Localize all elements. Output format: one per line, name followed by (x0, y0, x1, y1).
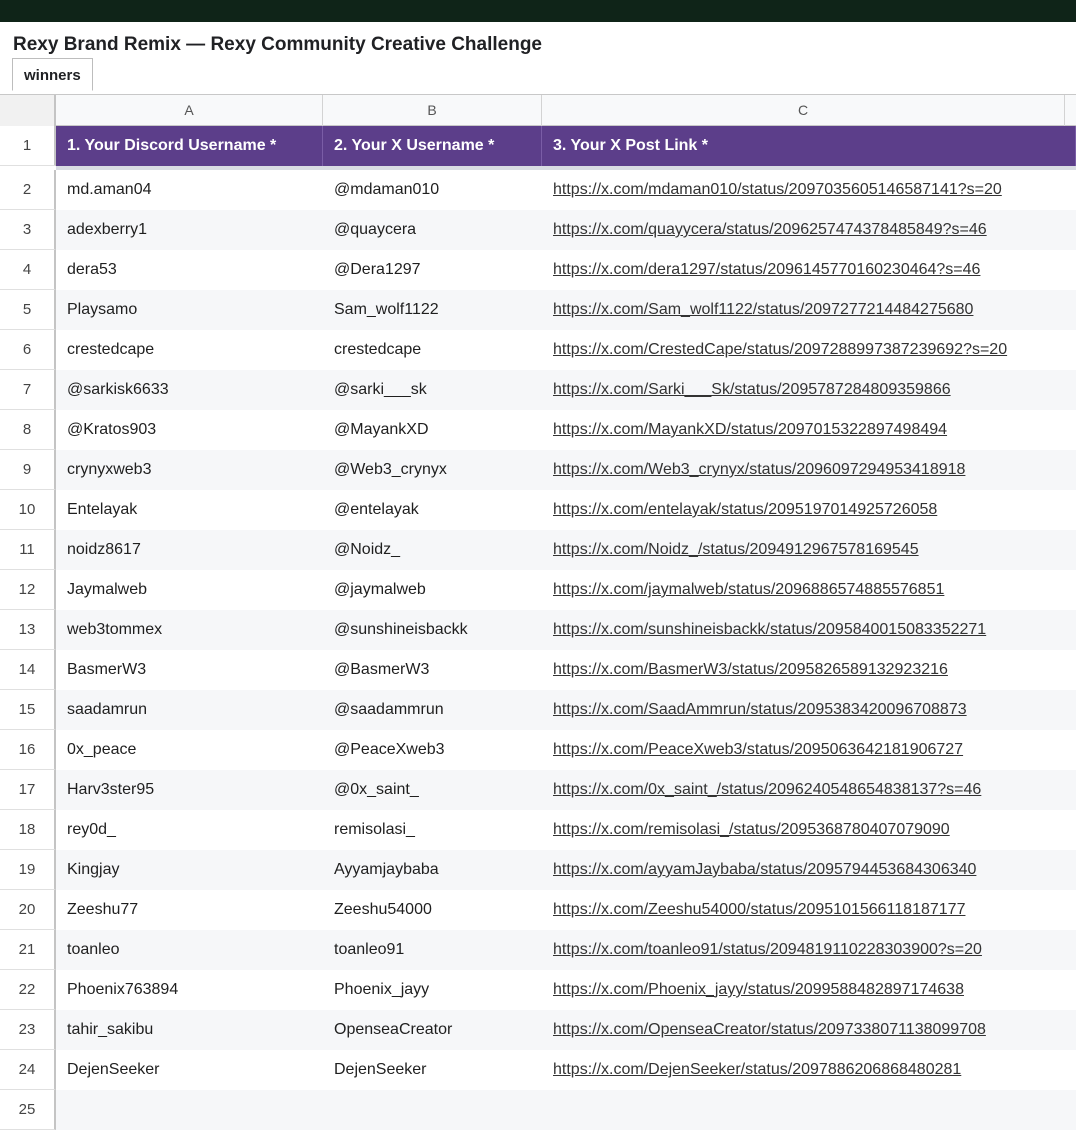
spreadsheet-title: Rexy Brand Remix — Rexy Community Creative Challenge (13, 34, 543, 55)
post-link[interactable]: https://x.com/Sarki___Sk/status/2095787284809359866 (553, 381, 951, 398)
post-link[interactable]: https://x.com/Web3_crynyx/status/2096097294953418918 (553, 461, 966, 478)
row-number[interactable]: 18 (0, 810, 56, 850)
cell-discord-username[interactable]: web3tommex (56, 610, 323, 650)
cell-discord-username[interactable]: adexberry1 (56, 210, 323, 250)
cell-discord-username[interactable]: tahir_sakibu (56, 1010, 323, 1050)
table-row (0, 530, 1076, 570)
cell-discord-username[interactable]: md.aman04 (56, 170, 323, 210)
cell-discord-username[interactable]: BasmerW3 (56, 650, 323, 690)
table-row (0, 1090, 1076, 1130)
cell-discord-username[interactable]: crestedcape (56, 330, 323, 370)
table-row (0, 570, 1076, 610)
cell-discord-username[interactable]: toanleo (56, 930, 323, 970)
cell-x-post-link[interactable] (542, 730, 1076, 770)
row-number[interactable]: 19 (0, 850, 56, 890)
cell-x-username[interactable]: @mdaman010 (323, 170, 542, 210)
row-number[interactable]: 21 (0, 930, 56, 970)
cell-x-post-link[interactable] (542, 650, 1076, 690)
table-row (0, 810, 1076, 850)
table-row (0, 410, 1076, 450)
post-link[interactable]: https://x.com/DejenSeeker/status/2097886206868480281 (553, 1061, 962, 1078)
table-row (0, 770, 1076, 810)
cell-x-post-link[interactable] (542, 490, 1076, 530)
table-row (0, 210, 1076, 250)
table-row (0, 890, 1076, 930)
cell-discord-username[interactable]: @sarkisk6633 (56, 370, 323, 410)
table-row (0, 1010, 1076, 1050)
cell-discord-username[interactable]: crynyxweb3 (56, 450, 323, 490)
post-link[interactable]: https://x.com/OpenseaCreator/status/2097338071138099708 (553, 1021, 986, 1038)
post-link[interactable]: https://x.com/remisolasi_/status/2095368780407079090 (553, 821, 950, 838)
post-link[interactable]: https://x.com/BasmerW3/status/2095826589132923216 (553, 661, 948, 678)
column-header-a[interactable]: A (56, 95, 323, 126)
cell-x-post-link[interactable] (542, 290, 1076, 330)
table-row (0, 330, 1076, 370)
cell-x-username[interactable]: toanleo91 (323, 930, 542, 970)
cell-x-post-link[interactable] (542, 810, 1076, 850)
row-number[interactable]: 1 (0, 126, 56, 166)
cell-x-post-link[interactable] (542, 450, 1076, 490)
cell-x-username[interactable]: @Web3_crynyx (323, 450, 542, 490)
row-number[interactable]: 17 (0, 770, 56, 810)
post-link[interactable]: https://x.com/MayankXD/status/2097015322897498494 (553, 421, 948, 438)
row-number[interactable]: 4 (0, 250, 56, 290)
post-link[interactable]: https://x.com/quayycera/status/2096257474378485849?s=46 (553, 221, 987, 238)
cell-x-username[interactable]: OpenseaCreator (323, 1010, 542, 1050)
cell-discord-username[interactable] (56, 1090, 323, 1130)
cell-x-username[interactable]: @saadammrun (323, 690, 542, 730)
cell-x-post-link[interactable] (542, 850, 1076, 890)
table-row (0, 370, 1076, 410)
table-row (0, 930, 1076, 970)
row-number[interactable]: 11 (0, 530, 56, 570)
row-number[interactable]: 9 (0, 450, 56, 490)
cell-x-post-link[interactable] (542, 330, 1076, 370)
table-row (0, 970, 1076, 1010)
post-link[interactable]: https://x.com/ayyamJaybaba/status/2095794453684306340 (553, 861, 977, 878)
cell-x-username[interactable]: DejenSeeker (323, 1050, 542, 1090)
post-link[interactable]: https://x.com/sunshineisbackk/status/2095840015083352271 (553, 621, 987, 638)
cell-discord-username[interactable]: Jaymalweb (56, 570, 323, 610)
cell-x-username[interactable]: @sarki___sk (323, 370, 542, 410)
post-link[interactable]: https://x.com/Zeeshu54000/status/2095101566118187177 (553, 901, 966, 918)
cell-x-post-link[interactable] (542, 1090, 1076, 1130)
cell-discord-username[interactable]: 0x_peace (56, 730, 323, 770)
row-number[interactable]: 10 (0, 490, 56, 530)
table-row (0, 490, 1076, 530)
post-link[interactable]: https://x.com/mdaman010/status/2097035605146587141?s=20 (553, 181, 1002, 198)
cell-x-post-link[interactable] (542, 770, 1076, 810)
cell-x-username[interactable]: @jaymalweb (323, 570, 542, 610)
row-number[interactable]: 2 (0, 170, 56, 210)
cell-x-post-link[interactable] (542, 690, 1076, 730)
post-link[interactable]: https://x.com/toanleo91/status/2094819110228303900?s=20 (553, 941, 982, 958)
row-number[interactable]: 6 (0, 330, 56, 370)
header-cell-x-username[interactable]: 2. Your X Username * (323, 126, 542, 166)
cell-x-username[interactable]: @PeaceXweb3 (323, 730, 542, 770)
cell-x-post-link[interactable] (542, 970, 1076, 1010)
cell-x-username[interactable]: @entelayak (323, 490, 542, 530)
post-link[interactable]: https://x.com/entelayak/status/2095197014925726058 (553, 501, 938, 518)
header-row (0, 126, 1076, 166)
cell-x-username[interactable]: remisolasi_ (323, 810, 542, 850)
cell-x-username[interactable]: Phoenix_jayy (323, 970, 542, 1010)
cell-discord-username[interactable]: DejenSeeker (56, 1050, 323, 1090)
row-number[interactable]: 15 (0, 690, 56, 730)
cell-x-username[interactable]: Sam_wolf1122 (323, 290, 542, 330)
row-number[interactable]: 20 (0, 890, 56, 930)
table-row (0, 290, 1076, 330)
cell-x-username[interactable]: Zeeshu54000 (323, 890, 542, 930)
cell-x-username[interactable]: @sunshineisbackk (323, 610, 542, 650)
cell-x-post-link[interactable] (542, 570, 1076, 610)
post-link[interactable]: https://x.com/Phoenix_jayy/status/2099588482897174638 (553, 981, 964, 998)
cell-discord-username[interactable]: dera53 (56, 250, 323, 290)
cell-x-post-link[interactable] (542, 530, 1076, 570)
table-row (0, 690, 1076, 730)
table-row (0, 450, 1076, 490)
column-header-b[interactable]: B (323, 95, 542, 126)
cell-discord-username[interactable]: Harv3ster95 (56, 770, 323, 810)
cell-x-post-link[interactable] (542, 1010, 1076, 1050)
post-link[interactable]: https://x.com/dera1297/status/2096145770160230464?s=46 (553, 261, 981, 278)
cell-x-post-link[interactable] (542, 370, 1076, 410)
cell-x-post-link[interactable] (542, 170, 1076, 210)
cell-x-post-link[interactable] (542, 930, 1076, 970)
row-number[interactable]: 3 (0, 210, 56, 250)
sheet-tab-winners[interactable]: winners (12, 58, 93, 91)
column-header-row (0, 94, 1076, 126)
cell-x-post-link[interactable] (542, 410, 1076, 450)
cell-discord-username[interactable]: rey0d_ (56, 810, 323, 850)
post-link[interactable]: https://x.com/CrestedCape/status/2097288997387239692?s=20 (553, 341, 1008, 358)
row-number[interactable]: 7 (0, 370, 56, 410)
cell-discord-username[interactable]: Entelayak (56, 490, 323, 530)
cell-x-username[interactable]: crestedcape (323, 330, 542, 370)
row-number[interactable]: 24 (0, 1050, 56, 1090)
cell-x-username[interactable]: @MayankXD (323, 410, 542, 450)
select-all-corner[interactable] (0, 95, 56, 126)
cell-discord-username[interactable]: Phoenix763894 (56, 970, 323, 1010)
cell-discord-username[interactable]: Zeeshu77 (56, 890, 323, 930)
row-number[interactable]: 13 (0, 610, 56, 650)
row-number[interactable]: 8 (0, 410, 56, 450)
cell-x-username[interactable]: @Dera1297 (323, 250, 542, 290)
row-number[interactable]: 25 (0, 1090, 56, 1130)
post-link[interactable]: https://x.com/PeaceXweb3/status/2095063642181906727 (553, 741, 964, 758)
column-header-c[interactable]: C (542, 95, 1065, 126)
row-number[interactable]: 23 (0, 1010, 56, 1050)
cell-x-username[interactable]: Ayyamjaybaba (323, 850, 542, 890)
cell-x-username[interactable]: @quaycera (323, 210, 542, 250)
cell-x-post-link[interactable] (542, 610, 1076, 650)
post-link[interactable]: https://x.com/Noidz_/status/2094912967578169545 (553, 541, 919, 558)
cell-discord-username[interactable]: noidz8617 (56, 530, 323, 570)
post-link[interactable]: https://x.com/SaadAmmrun/status/2095383420096708873 (553, 701, 967, 718)
table-row (0, 730, 1076, 770)
cell-x-post-link[interactable] (542, 210, 1076, 250)
row-number[interactable]: 22 (0, 970, 56, 1010)
cell-x-username[interactable]: @0x_saint_ (323, 770, 542, 810)
table-row (0, 170, 1076, 210)
row-number[interactable]: 16 (0, 730, 56, 770)
cell-discord-username[interactable]: saadamrun (56, 690, 323, 730)
cell-x-post-link[interactable] (542, 250, 1076, 290)
header-cell-x-post-link[interactable]: 3. Your X Post Link * (542, 126, 1076, 166)
cell-x-username[interactable] (323, 1090, 542, 1130)
table-row (0, 650, 1076, 690)
post-link[interactable]: https://x.com/0x_saint_/status/2096240548654838137?s=46 (553, 781, 982, 798)
table-row (0, 250, 1076, 290)
cell-x-post-link[interactable] (542, 1050, 1076, 1090)
table-row (0, 850, 1076, 890)
top-app-bar (0, 0, 1076, 22)
cell-x-post-link[interactable] (542, 890, 1076, 930)
post-link[interactable]: https://x.com/Sam_wolf1122/status/2097277214484275680 (553, 301, 974, 318)
cell-x-username[interactable]: @BasmerW3 (323, 650, 542, 690)
row-number[interactable]: 12 (0, 570, 56, 610)
header-cell-discord[interactable]: 1. Your Discord Username * (56, 126, 323, 166)
row-number[interactable]: 5 (0, 290, 56, 330)
cell-x-username[interactable]: @Noidz_ (323, 530, 542, 570)
cell-discord-username[interactable]: @Kratos903 (56, 410, 323, 450)
cell-discord-username[interactable]: Playsamo (56, 290, 323, 330)
table-row (0, 1050, 1076, 1090)
row-number[interactable]: 14 (0, 650, 56, 690)
post-link[interactable]: https://x.com/jaymalweb/status/2096886574885576851 (553, 581, 945, 598)
table-row (0, 610, 1076, 650)
cell-discord-username[interactable]: Kingjay (56, 850, 323, 890)
